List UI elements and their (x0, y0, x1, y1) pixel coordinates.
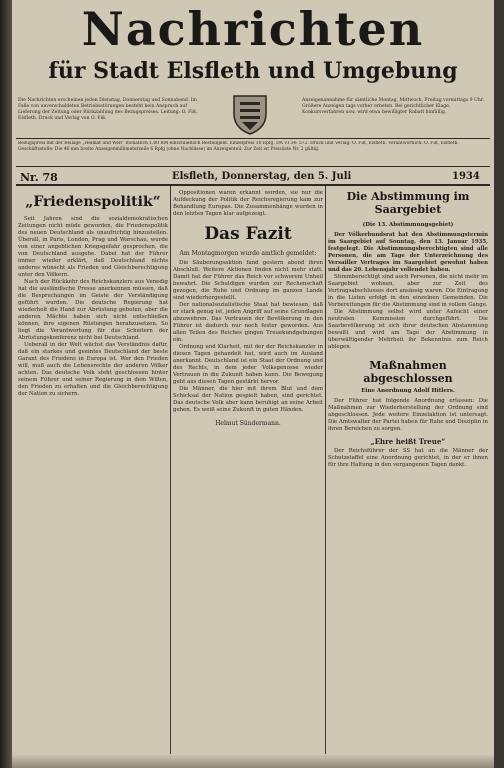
article-paragraph: Die Abstimmung selbst wird unter Aufsicht einer neutralen Kommission durchgeführt. Die Saarbevölkerung ist sich ihrer deutschen Abstammung bewußt und wird am Tage der Abstimmung in überwältigender Mehrheit ihr Bekenntnis zum Reich ablegen. (328, 309, 488, 350)
page-bottom-shade (12, 754, 494, 768)
article-paragraph: Stimmberechtigt sind auch Personen, die nicht mehr im Saargebiet wohnen, aber zur Zeit des Vertragsabschlusses dort ansässig waren. Die Eintragung in die Listen erfolgt in den einzelnen Gemeinden. Die Vorbereitungen für die Abstimmung sind in vollem Gange. (328, 274, 488, 308)
article-motto: „Ehre heißt Treue“ (370, 437, 446, 446)
issue-date: Elsfleth, Donnerstag, den 5. Juli (172, 171, 352, 182)
article-subhead: Eine Anordnung Adolf Hitlers. (361, 388, 455, 394)
article-subhead: (Die 13. Abstimmungsgebiet) (362, 222, 454, 228)
article-paragraph: Nach der Rückkehr des Reichskanzlers aus Venedig hat die ausländische Presse anerkennen müssen, daß die Besprechungen im Geiste der Verständigung geführt wurden. Die deutsche Regierung hat wiederholt die Hand zur Abrüstung geboten, aber die anderen Mächte haben sich nicht entschließen können, ihre eigenen Rüstungen herabzusetzen. So liegt die Verantwortung für das Scheitern der Abrüstungskonferenz nicht bei Deutschland. (18, 279, 168, 341)
column-right (328, 190, 488, 756)
article-paragraph: Der Völkerbundsrat hat den Abstimmungstermin im Saargebiet auf Sonntag, den 13. Januar 1935, festgelegt. Die Abstimmungsberechtigten sind alle Personen, die am Tage der Unterzeichnung des Versailler Vertrages im Saargebiet gewohnt haben und das 20. Lebensjahr vollendet haben. (328, 232, 488, 273)
article-headline: Das Fazit (204, 224, 292, 244)
divider (16, 184, 490, 186)
article-paragraph: Ordnung und Klarheit, mit der der Reichskanzler in diesen Tagen gehandelt hat, wird auch im Ausland anerkannt. Deutschland ist ein Staat der Ordnung und des Rechts, in dem jeder Volksgenosse wieder Vertrauen in die Zukunft haben kann. Die Bewegung geht aus diesen Tagen gestärkt hervor. (173, 344, 323, 385)
article-headline: „Friedenspolitik“ (25, 194, 161, 210)
article-paragraph: Ueberall in der Welt wächst das Verständnis dafür, daß ein starkes und geeintes Deutschland der beste Garant des Friedens in Europa ist. Wer den Frieden will, muß auch die Lebensrechte der anderen Völker achten. Das deutsche Volk steht geschlossen hinter seinem Führer und seiner Regierung in dem Willen, den Frieden zu erhalten und die Gleichberechtigung der Nation zu sichern. (18, 342, 168, 397)
divider (16, 138, 490, 139)
author-signature: Helmut Sündermann. (215, 420, 281, 427)
subscription-info: Bezugspreis mit der Beilage „Heimat und Welt“ monatlich 1.00 RM einschließlich Bestellgeld. Einzelpreis 10 Rpfg. DA VI 34: 572. Druck und Verlag: O. Fiß, Elsfleth. Verantwortlich: O. Fiß, Elsfleth. Geschäftsstelle: Die 46 mm breite Anzeigenmillimeterzeile 6 Rpfg (ohne Nachlässe) im Anzeigenteil. Zur Zeit ist Preisliste Nr. 2 gültig. (18, 141, 459, 152)
article-paragraph: Die Männer, die hier mit ihrem Blut und dem Schicksal der Nation gespielt haben, sind gerichtet. Das deutsche Volk aber kann beruhigt an seine Arbeit gehen. Es weiß seine Zukunft in guten Händen. (173, 386, 323, 413)
issue-year: 1934 (452, 171, 480, 182)
masthead-title: Nachrichten (81, 4, 425, 54)
article-paragraph: Der nationalsozialistische Staat hat bewiesen, daß er stark genug ist, jeden Angriff auf seine Grundlagen abzuwehren. Das Vertrauen der Bevölkerung in den Führer ist dadurch nur noch fester geworden. Aus allen Teilen des Reiches gingen Treuekundgebungen ein. (173, 302, 323, 343)
publication-notice: Die Nachrichten erscheinen jeden Dienstag, Donnerstag und Sonnabend. Im Falle von unverschuldeten Betriebsstörungen besteht kein Anspruch auf Lieferung der Zeitung oder Rückzahlung des Bezugspreises. Leitung: O. Fiß, Elsfleth. Druck und Verlag von O. Fiß. (18, 98, 198, 121)
article-paragraph: Der Reichsführer der SS hat an die Männer der Schutzstaffel eine Anordnung gerichtet, in der er ihnen für ihre Haltung in den vergangenen Tagen dankt. (328, 448, 488, 468)
article-headline: Die Abstimmung im Saargebiet (346, 190, 470, 216)
issue-number: Nr. 78 (20, 171, 58, 184)
column-middle (173, 190, 323, 756)
binding-edge (0, 0, 12, 768)
coat-of-arms-icon (228, 92, 272, 136)
column-rule (325, 186, 326, 760)
newspaper-page (12, 0, 494, 768)
article-headline: Maßnahmen abgeschlossen (363, 359, 453, 385)
article-paragraph: Oppositionen waren erkannt worden, sie nur die Aufdeckung der Politik der Reichsregierung kam zur Behandlung Europas. Die Zusammenhänge wurden in den letzten Tagen klar aufgezeigt. (173, 190, 323, 217)
article-paragraph: Die Säuberungsaktion fand gestern abend ihren Abschluß. Weitere Aktionen finden nicht mehr statt. Damit hat der Führer das Reich vor schwerem Unheil bewahrt. Die Schuldigen wurden zur Rechenschaft gezogen, die Ruhe und Ordnung im ganzen Lande sind wiederhergestellt. (173, 260, 323, 301)
article-subhead: Am Montagmorgen wurde amtlich gemeldet: (179, 250, 317, 257)
masthead-subtitle: für Stadt Elsfleth und Umgebung (48, 58, 458, 84)
advertising-notice: Anzeigenannahme für sämtliche Montag, Mittwoch, Freitag vormittags 9 Uhr. Größere Anzeigen tags vorher erbeten. Bei gerichtlicher Klage, Konkursverfahren usw. wird etwa bewilligter Rabatt hinfällig. (302, 98, 485, 115)
column-rule (170, 186, 171, 760)
article-paragraph: Der Führer hat folgende Anordnung erlassen: Die Maßnahmen zur Wiederherstellung der Ordnung sind abgeschlossen. Jede weitere Einzelaktion ist untersagt. Die Amtswalter der Partei haben für Ruhe und Disziplin in ihren Bereichen zu sorgen. (328, 398, 488, 432)
divider (16, 166, 490, 167)
column-left (18, 190, 168, 756)
article-paragraph: Seit Jahren sind die sozialdemokratischen Zeitungen nicht müde geworden, die Friedenspolitik des neuen Deutschland als unaufrichtig hinzustellen. Überall, in Paris, London, Prag und Warschau, wurde von einer angeblichen Kriegsgefahr gesprochen, die von Deutschland ausgehe. Dabei hat der Führer immer wieder erklärt, daß Deutschland nichts anderes wünscht als Frieden und Gleichberechtigung unter den Völkern. (18, 216, 168, 278)
